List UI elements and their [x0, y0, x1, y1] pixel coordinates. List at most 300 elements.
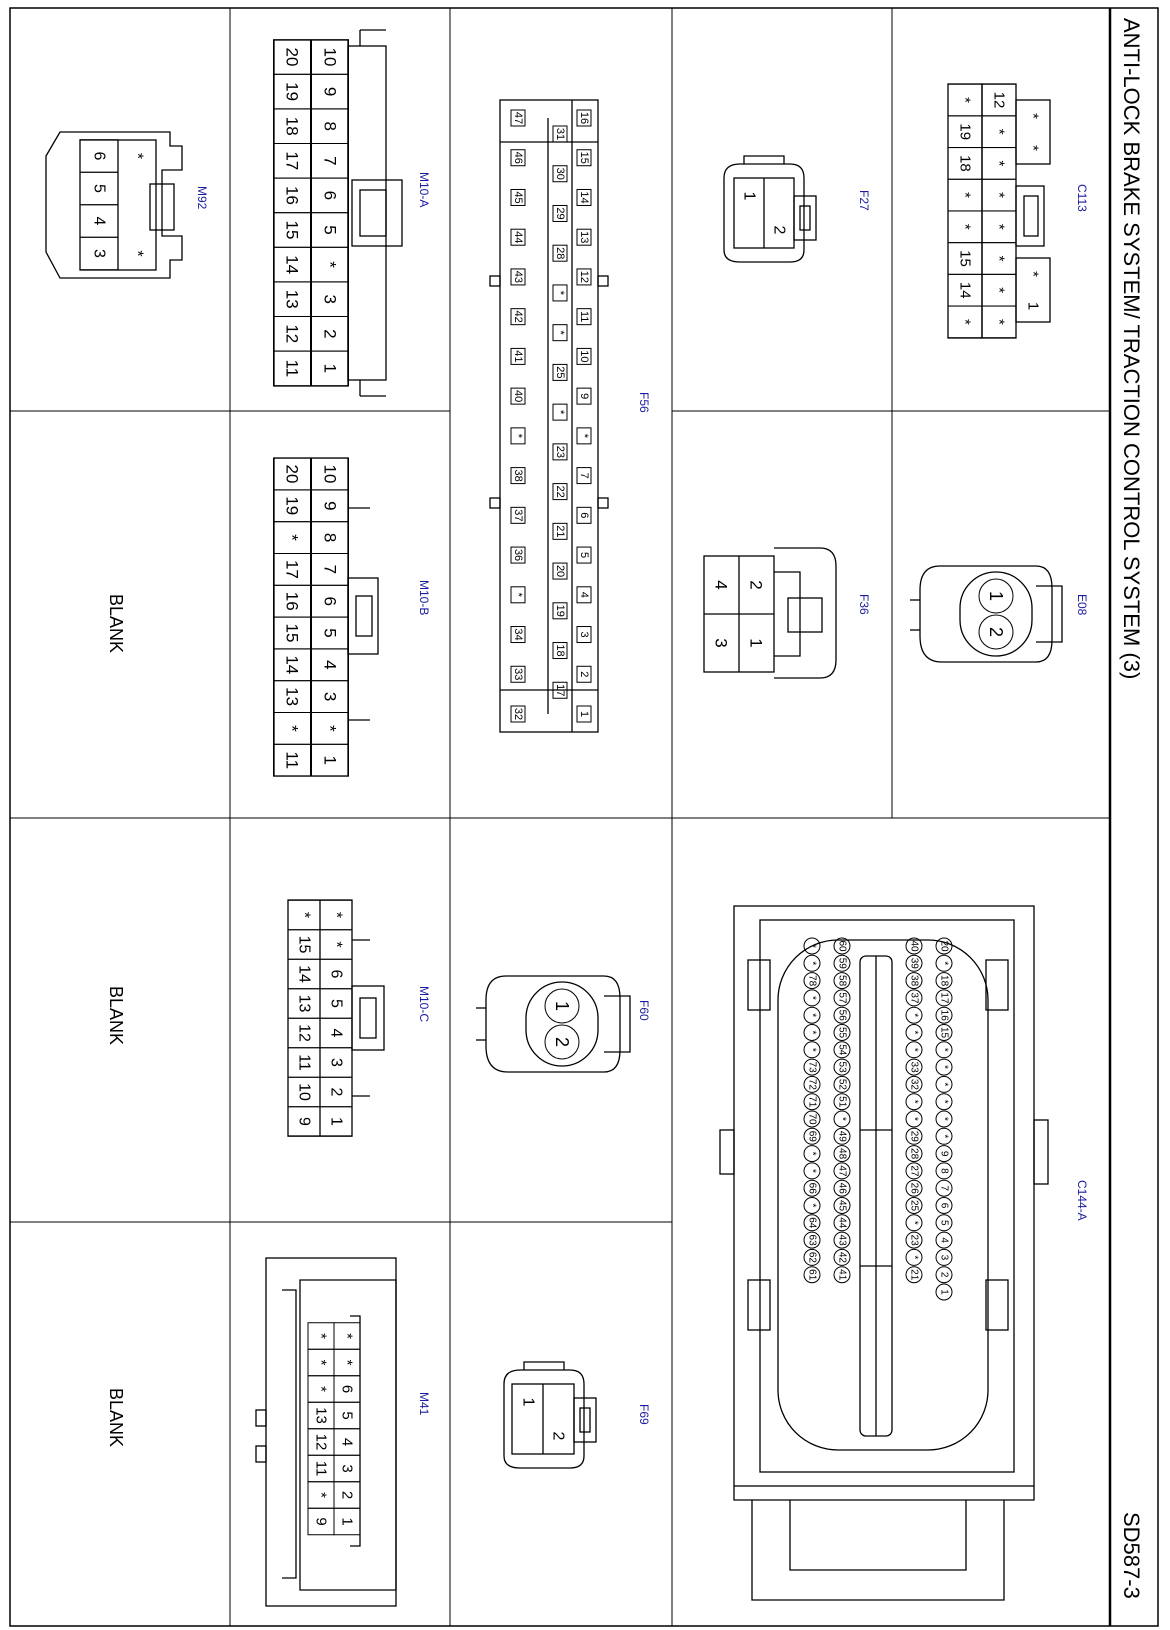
pin-label: * — [512, 433, 524, 439]
pin-label: * — [338, 1359, 356, 1366]
pin-label: 44 — [512, 231, 524, 244]
pin-label: 59 — [836, 957, 848, 969]
pin-F56 — [577, 189, 591, 205]
pin-label: 5 — [320, 225, 340, 235]
pin-label: * — [806, 1047, 818, 1052]
pin-label: 1 — [938, 1289, 950, 1295]
pin-label: 2 — [549, 1431, 567, 1441]
pin-label: 57 — [836, 992, 848, 1004]
pin-label: 47 — [836, 1165, 848, 1177]
pin-label: 7 — [320, 156, 340, 166]
pin-label: 1 — [320, 755, 340, 765]
pin-label: 2 — [327, 1087, 345, 1097]
pin-label: 17 — [282, 151, 302, 171]
pin-F56 — [511, 269, 525, 285]
pin-label: 7 — [320, 564, 340, 575]
connector-label-C144-A: C144-A — [1075, 1180, 1089, 1221]
blank-label-3: BLANK — [106, 1388, 126, 1448]
pin-label: 6 — [327, 969, 345, 979]
pin-label: * — [956, 223, 974, 230]
pin-label: 27 — [908, 1165, 920, 1177]
pin-label: 42 — [512, 310, 524, 323]
pin-label: 8 — [938, 1168, 950, 1174]
pin-label: 43 — [512, 270, 524, 284]
pin-label: 6 — [320, 190, 340, 201]
pin-label: 16 — [282, 591, 302, 611]
pin-label: 3 — [338, 1464, 356, 1473]
pin-label: 38 — [512, 469, 524, 482]
pin-F56 — [553, 563, 567, 579]
pin-F56 — [553, 245, 567, 261]
pin-label: 12 — [578, 270, 590, 284]
pin-label: 3 — [327, 1058, 345, 1067]
pin-label: 4 — [711, 580, 731, 590]
pin-label: * — [282, 534, 302, 541]
pin-label: 64 — [806, 1217, 818, 1229]
pin-label: 1 — [740, 191, 758, 201]
pin-label: 30 — [554, 167, 566, 180]
pin-label: 10 — [578, 350, 590, 363]
pin-label: * — [806, 1151, 818, 1156]
pin-F56 — [577, 229, 591, 245]
pin-label: 44 — [836, 1217, 848, 1229]
pin-label: 9 — [320, 501, 340, 511]
pin-label: 3 — [938, 1254, 950, 1261]
pin-label: 18 — [938, 975, 950, 987]
pin-F27 — [771, 226, 788, 235]
pin-F56 — [553, 603, 567, 619]
pin-F36 — [712, 580, 731, 589]
pin-label: 21 — [908, 1269, 920, 1281]
pin-label: 11 — [295, 1054, 313, 1071]
pin-label: 16 — [578, 111, 590, 125]
pin-label: * — [1024, 145, 1042, 151]
pin-label: 38 — [908, 975, 920, 987]
connector-label-F60: F60 — [637, 1000, 651, 1021]
pin-label: 20 — [938, 940, 950, 952]
pin-label: 54 — [836, 1044, 848, 1056]
pin-label: 2 — [746, 580, 766, 590]
connector-label-M10-C: M10-C — [417, 986, 431, 1023]
pin-F36 — [747, 638, 766, 647]
pin-label: * — [938, 1082, 950, 1087]
pin-label: 16 — [282, 185, 302, 205]
pin-label: 52 — [836, 1078, 848, 1090]
pin-label: 7 — [938, 1185, 950, 1191]
pin-label: 5 — [938, 1220, 950, 1226]
connector-label-M10-B: M10-B — [417, 580, 431, 616]
pin-label: 1 — [578, 710, 590, 718]
pin-label: 45 — [836, 1199, 848, 1212]
pin-F56 — [511, 627, 525, 643]
pin-label: 31 — [554, 127, 566, 141]
pin-label: 13 — [312, 1407, 330, 1424]
pin-label: * — [312, 1359, 330, 1366]
pin-label: 73 — [806, 1061, 818, 1073]
pin-label: * — [806, 1168, 818, 1173]
pin-label: * — [938, 1134, 950, 1139]
pin-label: 21 — [554, 525, 566, 538]
pin-F69 — [520, 1398, 537, 1407]
pin-label: 23 — [554, 445, 566, 458]
pin-label: 5 — [338, 1411, 356, 1420]
pin-label: 1 — [746, 638, 766, 648]
pin-label: 28 — [554, 247, 566, 260]
pin-label: 20 — [554, 564, 566, 578]
pin-label: 4 — [90, 216, 108, 226]
pin-label: 62 — [806, 1251, 818, 1263]
pin-label: 1 — [1024, 301, 1042, 311]
pin-label: 18 — [554, 644, 566, 657]
pin-label: 9 — [295, 1117, 313, 1126]
pin-label: 5 — [327, 999, 345, 1008]
pin-label: 3 — [320, 691, 340, 702]
pin-label: * — [295, 911, 313, 919]
pin-label: 4 — [320, 660, 340, 670]
connector-label-M10-A: M10-A — [417, 172, 431, 208]
pin-F56 — [553, 682, 567, 698]
pin-label: 11 — [578, 310, 590, 323]
pin-label: 36 — [512, 548, 524, 562]
pin-label: 5 — [578, 552, 590, 559]
pin-label: * — [990, 318, 1008, 325]
pin-label: 9 — [312, 1517, 330, 1526]
pin-label: 3 — [90, 249, 108, 258]
pin-label: * — [938, 1065, 950, 1070]
connector-label-F56: F56 — [637, 392, 651, 413]
pin-label: * — [1024, 113, 1042, 119]
pin-label: * — [938, 961, 950, 966]
pin-F56 — [553, 205, 567, 221]
pin-label: * — [956, 192, 974, 199]
pin-label: 8 — [320, 121, 340, 131]
pin-label: 18 — [956, 155, 974, 172]
pin-label: 42 — [836, 1251, 848, 1263]
pin-label: 6 — [578, 512, 590, 519]
pin-label: 12 — [282, 324, 302, 344]
pin-label: 29 — [554, 207, 566, 220]
pin-label: 17 — [938, 992, 950, 1004]
pin-F56 — [511, 348, 525, 364]
pin-label: 1 — [320, 363, 340, 374]
pin-label: 2 — [986, 626, 1006, 638]
pin-label: * — [806, 1013, 818, 1018]
pin-label: 2 — [338, 1490, 356, 1500]
pin-F27 — [741, 192, 758, 201]
pin-label: * — [312, 1333, 330, 1339]
pin-label: 2 — [320, 329, 340, 339]
connector-label-F27: F27 — [857, 190, 871, 211]
pin-F56 — [511, 189, 525, 205]
pin-label: 11 — [312, 1460, 330, 1477]
pin-C113 — [1025, 271, 1042, 277]
pin-label: * — [806, 1030, 818, 1035]
pin-label: 4 — [338, 1437, 356, 1447]
pin-label: * — [956, 318, 974, 325]
pin-label: 40 — [908, 940, 920, 952]
pin-label: * — [578, 433, 590, 439]
pin-label: 2 — [578, 671, 590, 678]
pin-label: * — [990, 287, 1008, 294]
pin-label: * — [320, 725, 340, 732]
pin-label: * — [320, 261, 340, 268]
pin-label: * — [836, 1117, 848, 1121]
pin-label: 15 — [956, 250, 974, 267]
pin-F56 — [553, 643, 567, 659]
pin-label: 6 — [338, 1384, 356, 1394]
pin-label: 55 — [836, 1026, 848, 1039]
pin-F56 — [553, 484, 567, 500]
pin-label: 33 — [512, 668, 524, 681]
pin-label: 13 — [282, 687, 302, 707]
pin-label: 12 — [312, 1433, 330, 1451]
pin-label: * — [554, 290, 566, 296]
pin-F56 — [511, 150, 525, 166]
pin-label: 3 — [711, 638, 731, 648]
pin-label: 1 — [986, 590, 1006, 602]
pin-label: 37 — [908, 992, 920, 1004]
pin-label: 9 — [938, 1150, 950, 1157]
pin-label: 11 — [282, 359, 302, 378]
pin-label: * — [938, 1117, 950, 1121]
pin-label: 22 — [554, 485, 566, 498]
pin-F56 — [553, 364, 567, 380]
pin-label: 1 — [552, 1000, 572, 1012]
pin-label: 4 — [327, 1028, 345, 1038]
pin-F56 — [577, 150, 591, 166]
pin-label: 41 — [836, 1269, 848, 1281]
pin-label: * — [806, 961, 818, 966]
pin-label: 13 — [282, 289, 302, 309]
pin-label: 12 — [295, 1024, 313, 1042]
pin-label: 60 — [836, 940, 848, 952]
pin-label: * — [282, 725, 302, 732]
pin-label: 15 — [295, 935, 313, 954]
connector-label-F69: F69 — [637, 1404, 651, 1425]
pin-label: * — [938, 1099, 950, 1104]
pin-label: 14 — [282, 655, 302, 675]
pin-F56 — [577, 348, 591, 364]
pin-label: 47 — [512, 111, 524, 125]
pin-label: 19 — [956, 123, 974, 141]
pin-F56 — [553, 166, 567, 182]
pin-label: 69 — [806, 1130, 818, 1142]
pin-label: 2 — [552, 1036, 572, 1048]
pin-label: * — [338, 1333, 356, 1339]
pin-label: 71 — [806, 1096, 818, 1108]
pin-label: 6 — [90, 151, 108, 161]
pin-label: * — [1024, 271, 1042, 277]
pin-F56 — [553, 126, 567, 142]
pin-label: 14 — [578, 191, 590, 204]
pin-label: * — [128, 152, 146, 160]
pin-label: 4 — [578, 591, 590, 598]
pin-label: 15 — [938, 1026, 950, 1039]
pin-label: 16 — [938, 1009, 950, 1021]
pin-label: 13 — [295, 994, 313, 1013]
pin-F56 — [553, 444, 567, 460]
pin-F56 — [511, 468, 525, 484]
pin-label: 18 — [282, 116, 302, 136]
pin-label: 6 — [320, 596, 340, 606]
pin-label: * — [312, 1492, 330, 1498]
pin-label: 32 — [908, 1078, 920, 1090]
pin-C113 — [1025, 145, 1042, 151]
pin-label: * — [990, 255, 1008, 262]
pin-label: 37 — [512, 509, 524, 522]
pin-F56 — [511, 388, 525, 404]
pin-F56 — [511, 706, 525, 722]
pin-label: 78 — [806, 975, 818, 987]
pin-F56 — [511, 110, 525, 126]
pin-label: 33 — [908, 1061, 920, 1073]
pin-label: * — [990, 192, 1008, 199]
pin-label: 39 — [908, 957, 920, 969]
pin-label: * — [908, 1030, 920, 1035]
pin-label: 29 — [908, 1130, 920, 1142]
pin-label: 46 — [512, 151, 524, 164]
pin-label: 17 — [282, 559, 302, 579]
pin-label: 43 — [836, 1234, 848, 1246]
pin-label: 58 — [836, 975, 848, 987]
pin-label: * — [806, 995, 818, 1000]
pin-F36 — [712, 638, 731, 647]
pin-label: 14 — [282, 255, 302, 275]
pin-label: * — [990, 128, 1008, 135]
pin-F69 — [550, 1432, 567, 1441]
pin-label: * — [806, 944, 818, 948]
connector-label-C113: C113 — [1075, 184, 1089, 212]
pin-label: 28 — [908, 1148, 920, 1160]
pin-label: 49 — [836, 1130, 848, 1142]
pin-label: 14 — [295, 965, 313, 983]
blank-label-1: BLANK — [106, 594, 126, 654]
connector-label-F36: F36 — [857, 594, 871, 615]
pin-label: 19 — [282, 496, 302, 516]
pin-label: 1 — [338, 1517, 356, 1526]
pin-label: 56 — [836, 1009, 848, 1021]
pin-F56 — [511, 507, 525, 523]
pin-label: 15 — [578, 151, 590, 164]
connector-label-M41: M41 — [417, 1392, 431, 1416]
pin-M92 — [129, 250, 146, 256]
pin-label: 72 — [806, 1078, 818, 1090]
pin-label: * — [327, 941, 345, 948]
pin-label: 40 — [512, 390, 524, 403]
page-title: ANTI-LOCK BRAKE SYSTEM/ TRACTION CONTROL SYSTEM (3) — [1119, 18, 1144, 680]
pin-label: * — [908, 1220, 920, 1225]
pin-label: 63 — [806, 1234, 818, 1246]
pin-label: 10 — [320, 47, 340, 67]
connector-label-M92: M92 — [195, 186, 209, 210]
pin-label: * — [312, 1386, 330, 1392]
pin-label: 48 — [836, 1148, 848, 1160]
pin-label: 1 — [519, 1397, 537, 1407]
pin-label: * — [327, 911, 345, 919]
pin-label: 70 — [806, 1113, 818, 1125]
pin-label: * — [908, 1117, 920, 1121]
pin-F56 — [577, 309, 591, 325]
pin-label: 53 — [836, 1061, 848, 1073]
pin-F56 — [577, 110, 591, 126]
pin-C113 — [1025, 302, 1042, 310]
pin-label: 5 — [320, 628, 340, 638]
pin-label: * — [908, 1255, 920, 1260]
pin-label: * — [908, 1099, 920, 1104]
pin-label: 32 — [512, 707, 524, 721]
pin-label: 15 — [282, 623, 302, 643]
pin-F56 — [511, 547, 525, 563]
pin-label: * — [554, 330, 566, 335]
sheet-code: SD587-3 — [1119, 1512, 1144, 1599]
pin-label: 23 — [908, 1234, 920, 1246]
pin-label: 15 — [282, 220, 302, 240]
pin-label: * — [956, 97, 974, 103]
connector-label-E08: E08 — [1075, 594, 1089, 616]
pin-label: 26 — [908, 1182, 920, 1194]
pin-label: 19 — [282, 82, 302, 102]
pin-label: * — [908, 1047, 920, 1052]
pin-label: 2 — [938, 1271, 950, 1278]
pin-label: 13 — [578, 231, 590, 244]
pin-F56 — [511, 666, 525, 682]
pin-F36 — [747, 580, 766, 589]
blank-label-2: BLANK — [106, 986, 126, 1046]
pin-label: * — [908, 1013, 920, 1018]
pin-label: 3 — [320, 294, 340, 304]
pin-label: 14 — [956, 281, 974, 299]
pin-label: 11 — [282, 751, 302, 770]
pin-F56 — [553, 523, 567, 539]
pin-label: 41 — [512, 350, 524, 363]
pin-label: * — [806, 1203, 818, 1208]
pin-label: * — [512, 592, 524, 597]
pin-label: 25 — [908, 1199, 920, 1212]
pin-label: * — [990, 160, 1008, 167]
pin-label: * — [554, 409, 566, 415]
pin-label: 66 — [806, 1182, 818, 1194]
pin-label: * — [128, 250, 146, 257]
pin-label: 20 — [282, 47, 302, 67]
pin-label: 46 — [836, 1182, 848, 1194]
pin-label: 9 — [578, 393, 590, 400]
pin-label: 19 — [554, 604, 566, 617]
pin-M92 — [129, 153, 146, 159]
pin-label: 10 — [320, 464, 340, 484]
pin-label: 3 — [578, 631, 590, 638]
pin-label: 9 — [320, 86, 340, 97]
pin-label: 1 — [327, 1117, 345, 1126]
pin-label: 4 — [938, 1237, 950, 1243]
pin-label: 5 — [90, 184, 108, 193]
pin-label: 17 — [554, 684, 566, 697]
pin-label: 2 — [770, 225, 788, 235]
pin-label: * — [938, 1047, 950, 1052]
pin-label: 34 — [512, 628, 524, 641]
pin-label: 12 — [990, 91, 1008, 109]
pin-label: 25 — [554, 366, 566, 379]
pin-label: 7 — [578, 472, 590, 479]
pin-label: 6 — [938, 1202, 950, 1209]
pin-label: 10 — [295, 1083, 313, 1101]
pin-label: 20 — [282, 464, 302, 484]
pin-label: 8 — [320, 532, 340, 543]
pin-F56 — [511, 309, 525, 325]
pin-F56 — [511, 229, 525, 245]
pin-label: * — [990, 223, 1008, 230]
pin-C113 — [1025, 113, 1042, 119]
pin-label: 61 — [806, 1269, 818, 1281]
